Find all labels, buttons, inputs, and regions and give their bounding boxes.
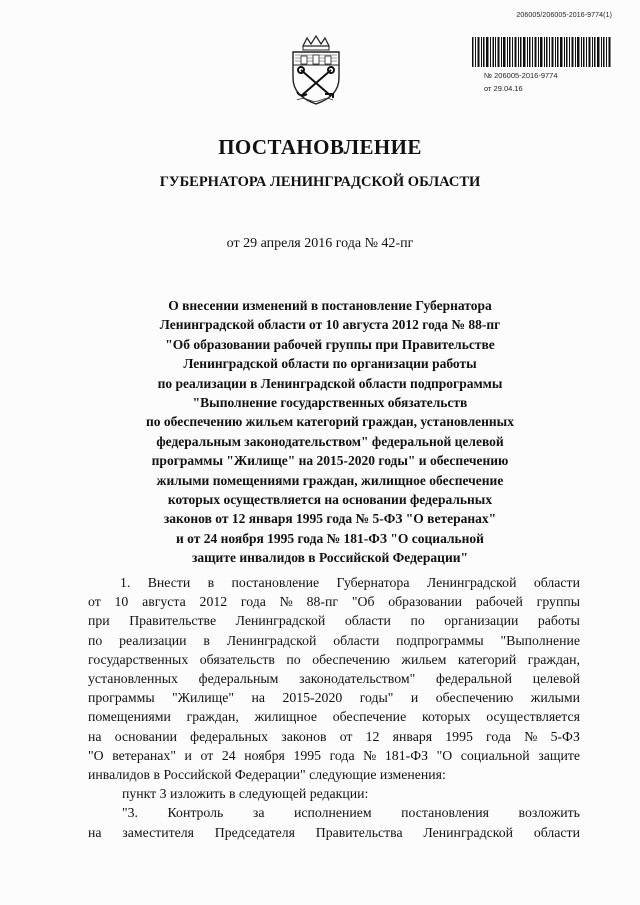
- body-word: "Об: [351, 594, 375, 610]
- body-line: [88, 746, 580, 765]
- body-word: инвалидов в Российской Федерации" следующие изменения:: [88, 767, 446, 783]
- body-word: исполнением: [294, 805, 372, 821]
- body-word: Ленинградской: [235, 613, 326, 629]
- body-word: защите: [538, 747, 580, 763]
- body-word: обеспечение: [332, 709, 407, 725]
- body-word: Губернатора: [336, 575, 410, 590]
- body-word: области: [344, 613, 391, 629]
- body-word: области: [333, 632, 380, 648]
- body-word: обязательств: [199, 651, 275, 667]
- body-word: и: [410, 690, 419, 706]
- body-word: жилыми: [530, 690, 580, 706]
- body-word: Ленинградской: [423, 824, 514, 840]
- body-word: 88-пг: [306, 594, 339, 610]
- subject-line: по обеспечению жильем категорий граждан, установленных: [146, 414, 514, 430]
- subject-line: "Об образовании рабочей группы при Правительстве: [165, 336, 495, 352]
- body-line: [88, 784, 580, 803]
- body-word: 1995: [445, 728, 473, 744]
- body-word: федеральным: [198, 671, 279, 687]
- body-word: и: [184, 747, 192, 763]
- body-word: жилищное: [254, 709, 317, 725]
- subject-line: Ленинградской области по организации работы: [183, 356, 477, 372]
- body-line: [88, 803, 580, 822]
- body-word: ветеранах": [112, 747, 176, 763]
- body-word: осуществляется: [486, 709, 580, 725]
- body-word: на: [251, 690, 266, 706]
- body-word: "Жилище": [172, 690, 235, 706]
- subject-line: и от 24 ноября 1995 года № 181-ФЗ "О социальной: [176, 530, 484, 546]
- body-word: законодательством": [299, 671, 416, 687]
- subject-line: законов от 12 января 1995 года № 5-ФЗ "О ветеранах": [163, 511, 497, 527]
- barcode-icon: [472, 37, 612, 67]
- body-word: 10: [114, 594, 129, 610]
- body-word: области: [533, 824, 580, 840]
- subject-line: программы "Жилище" на 2015-2020 годы" и обеспечению: [151, 453, 509, 469]
- body-word: области: [533, 575, 580, 590]
- body-word: которых: [421, 709, 471, 725]
- body-line: [88, 631, 580, 650]
- body-word: 1.: [120, 575, 131, 590]
- body-word: "3.: [122, 805, 138, 821]
- document-reference: 206005/206005-2016-9774(1): [516, 12, 612, 19]
- body-word: года: [486, 728, 512, 744]
- body-word: возложить: [518, 805, 580, 821]
- body-word: работы: [537, 613, 580, 629]
- coat-of-arms-icon: [281, 34, 351, 106]
- body-word: 181-ФЗ: [384, 747, 429, 763]
- body-word: при: [88, 613, 110, 629]
- body-word: Правительстве: [129, 613, 217, 629]
- body-word: от: [200, 747, 214, 763]
- subject-line: федеральным законодательством" федеральной целевой: [156, 433, 504, 449]
- document-type-title: ПОСТАНОВЛЕНИЕ: [218, 135, 422, 159]
- body-word: постановление: [231, 575, 320, 590]
- registration-date: от 29.04.16: [484, 84, 523, 93]
- body-word: года: [329, 747, 355, 763]
- body-line: [88, 823, 580, 842]
- body-word: в: [207, 575, 215, 590]
- body-word: образовании: [388, 594, 463, 610]
- resolution-date-number: от 29 апреля 2016 года № 42-пг: [226, 236, 414, 251]
- body-word: федеральных: [190, 728, 269, 744]
- body-word: января: [392, 728, 433, 744]
- body-word: законов: [281, 728, 327, 744]
- body-word: на: [88, 728, 102, 744]
- body-word: установленных: [88, 671, 178, 687]
- body-word: обеспечению: [435, 690, 514, 706]
- subject-line: которых осуществляется на основании федеральных: [167, 492, 493, 508]
- subject-line: Ленинградской области от 10 августа 2012 года № 88-пг: [159, 317, 501, 333]
- body-word: по: [88, 632, 103, 648]
- body-line: [88, 727, 580, 746]
- body-word: 1995: [293, 747, 322, 763]
- body-word: граждан,: [527, 651, 580, 667]
- body-word: организации: [444, 613, 519, 629]
- body-word: ноября: [244, 747, 285, 763]
- body-word: постановления: [401, 805, 489, 821]
- body-word: на: [88, 824, 102, 840]
- body-word: федеральной: [436, 671, 513, 687]
- body-line: [88, 765, 580, 784]
- body-word: от: [339, 728, 353, 744]
- body-line: [88, 669, 580, 688]
- body-word: целевой: [532, 671, 580, 687]
- body-word: годы": [359, 690, 394, 706]
- body-word: Правительства: [315, 824, 403, 840]
- body-word: "Выполнение: [500, 632, 580, 648]
- body-word: обеспечению: [312, 651, 390, 667]
- subject-line: жилыми помещениями граждан, жилищное обеспечение: [156, 472, 504, 488]
- body-word: подпрограммы: [396, 632, 484, 648]
- body-word: Ленинградской: [426, 575, 517, 590]
- body-word: рабочей: [475, 594, 523, 610]
- body-word: помещениями: [88, 709, 171, 725]
- body-word: заместителя: [122, 824, 194, 840]
- body-word: №: [524, 728, 538, 744]
- body-word: граждан,: [186, 709, 239, 725]
- body-word: за: [252, 805, 265, 821]
- body-word: "О: [436, 747, 453, 763]
- subject-line: защите инвалидов в Российской Федерации": [191, 550, 468, 566]
- body-word: №: [279, 594, 293, 610]
- body-word: программы: [88, 690, 155, 706]
- subject-line: "Выполнение государственных обязательств: [192, 395, 468, 411]
- body-line: [88, 707, 580, 726]
- body-word: группы: [536, 594, 580, 610]
- body-word: августа: [142, 594, 186, 610]
- body-line: [88, 592, 580, 611]
- body-word: социальной: [460, 747, 530, 763]
- body-word: категорий: [457, 651, 517, 667]
- subject-line: по реализации в Ленинградской области подпрограммы: [157, 375, 503, 391]
- body-word: в: [203, 632, 210, 648]
- resolution-body: [88, 573, 580, 842]
- body-line: [88, 611, 580, 630]
- body-word: государственных: [88, 651, 189, 667]
- body-word: 5-ФЗ: [550, 728, 580, 744]
- body-word: Ленинградской: [226, 632, 317, 648]
- body-line: [88, 650, 580, 669]
- issuer-title: ГУБЕРНАТОРА ЛЕНИНГРАДСКОЙ ОБЛАСТИ: [159, 174, 481, 190]
- body-word: 12: [365, 728, 380, 744]
- body-word: 2015-2020: [282, 690, 343, 706]
- body-word: от: [88, 594, 101, 610]
- body-word: года: [240, 594, 266, 610]
- body-word: Контроль: [167, 805, 224, 821]
- body-word: 24: [221, 747, 236, 763]
- body-word: по: [410, 613, 425, 629]
- body-word: по: [286, 651, 301, 667]
- body-word: Председателя: [214, 824, 296, 840]
- body-word: 2012: [199, 594, 228, 610]
- body-word: реализации: [119, 632, 187, 648]
- body-word: пункт 3 изложить в следующей редакции:: [122, 786, 369, 802]
- body-word: "О: [88, 747, 104, 763]
- body-word: №: [363, 747, 377, 763]
- resolution-subject: [80, 296, 580, 568]
- body-word: Внести: [147, 575, 191, 590]
- body-word: основании: [114, 728, 177, 744]
- body-line: [88, 573, 580, 592]
- registration-number: № 206005-2016-9774: [484, 71, 558, 80]
- body-word: жильем: [401, 651, 447, 667]
- subject-line: О внесении изменений в постановление Губернатора: [168, 298, 492, 313]
- body-line: [88, 688, 580, 707]
